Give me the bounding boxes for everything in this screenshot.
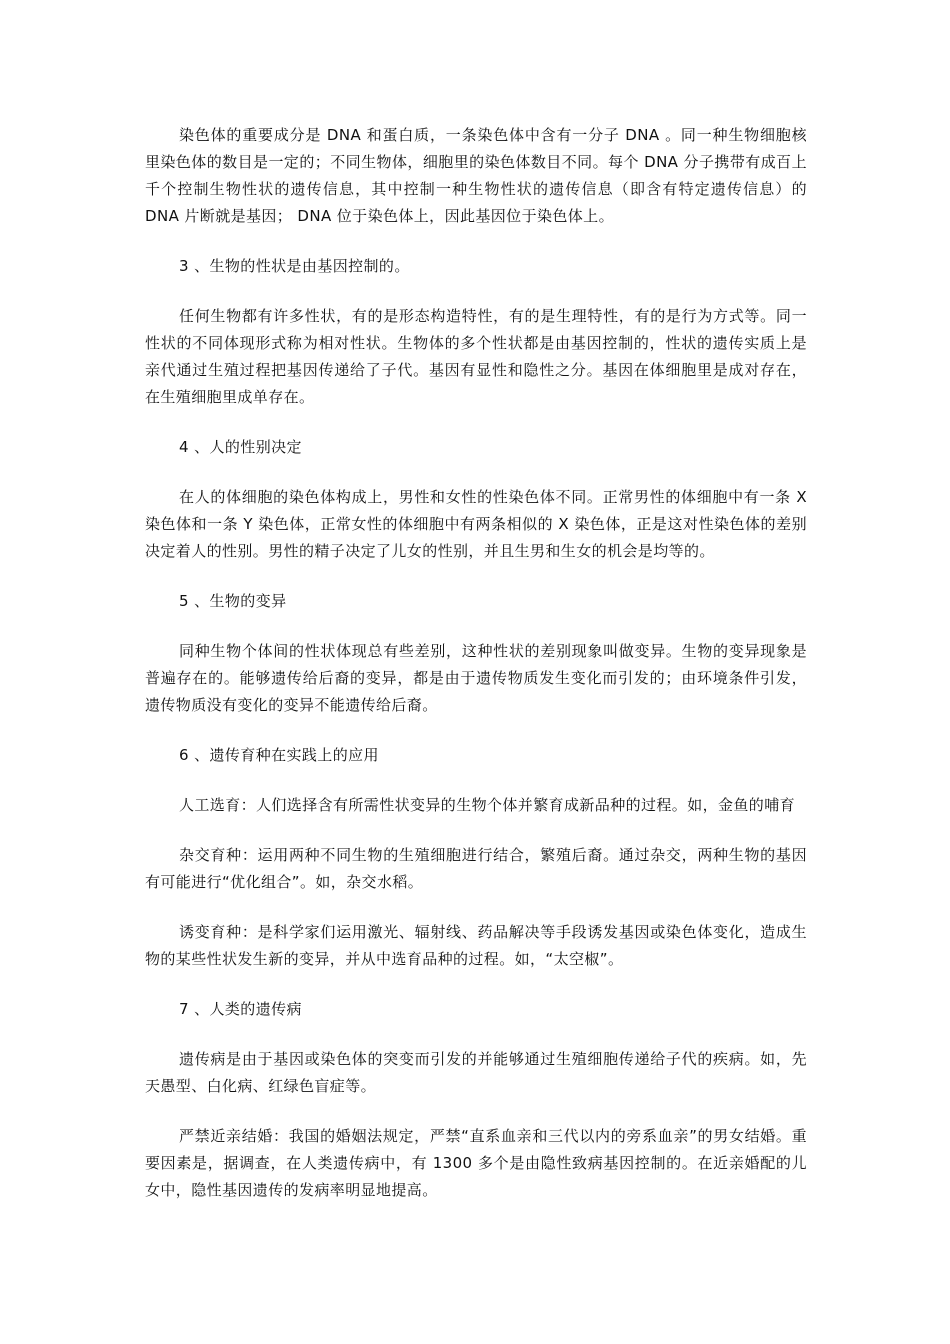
paragraph: 诱变育种：是科学家们运用激光、辐射线、药品解决等手段诱发基因或染色体变化，造成生物的某些性状发生新的变异，并从中选育品种的过程。如，“太空椒”。 [145,923,807,968]
paragraph: 人工选育：人们选择含有所需性状变异的生物个体并繁育成新品种的过程。如，金鱼的哺育 [179,796,796,814]
section-heading: 3 、生物的性状是由基因控制的。 [179,257,410,275]
document-body [145,122,807,1227]
section-heading: 7 、人类的遗传病 [179,1000,302,1018]
paragraph: 严禁近亲结婚：我国的婚姻法规定，严禁“直系血亲和三代以内的旁系血亲”的男女结婚。重要因素是，据调查，在人类遗传病中，有 1300 多个是由隐性致病基因控制的。在近亲婚配的儿女中，隐性基因遗传的发病率明显地提高。 [145,1127,807,1199]
paragraph: 同种生物个体间的性状体现总有些差别，这种性状的差别现象叫做变异。生物的变异现象是普遍存在的。能够遗传给后裔的变异，都是由于遗传物质发生变化而引发的；由环境条件引发，遗传物质没有变化的变异不能遗传给后裔。 [145,642,807,714]
paragraph: 遗传病是由于基因或染色体的突变而引发的并能够通过生殖细胞传递给子代的疾病。如，先天愚型、白化病、红绿色盲症等。 [145,1050,807,1095]
paragraph: 杂交育种：运用两种不同生物的生殖细胞进行结合，繁殖后裔。通过杂交，两种生物的基因有可能进行“优化组合”。如，杂交水稻。 [145,846,807,891]
paragraph: 染色体的重要成分是 DNA 和蛋白质，一条染色体中含有一分子 DNA 。同一种生物细胞核里染色体的数目是一定的；不同生物体，细胞里的染色体数目不同。每个 DNA 分子携带有成百上千个控制生物性状的遗传信息，其中控制一种生物性状的遗传信息（即含有特定遗传信息）的 DNA 片断就是基因； DNA 位于染色体上，因此基因位于染色体上。 [145,126,807,225]
section-heading: 6 、遗传育种在实践上的应用 [179,746,379,764]
section-heading: 4 、人的性别决定 [179,438,302,456]
section-heading: 5 、生物的变异 [179,592,287,610]
paragraph: 任何生物都有许多性状，有的是形态构造特性，有的是生理特性，有的是行为方式等。同一性状的不同体现形式称为相对性状。生物体的多个性状都是由基因控制的，性状的遗传实质上是亲代通过生殖过程把基因传递给了子代。基因有显性和隐性之分。基因在体细胞里是成对存在，在生殖细胞里成单存在。 [145,307,807,406]
paragraph: 在人的体细胞的染色体构成上，男性和女性的性染色体不同。正常男性的体细胞中有一条 X 染色体和一条 Y 染色体，正常女性的体细胞中有两条相似的 X 染色体，正是这对性染色体的差别决定着人的性别。男性的精子决定了儿女的性别，并且生男和生女的机会是均等的。 [145,488,807,560]
